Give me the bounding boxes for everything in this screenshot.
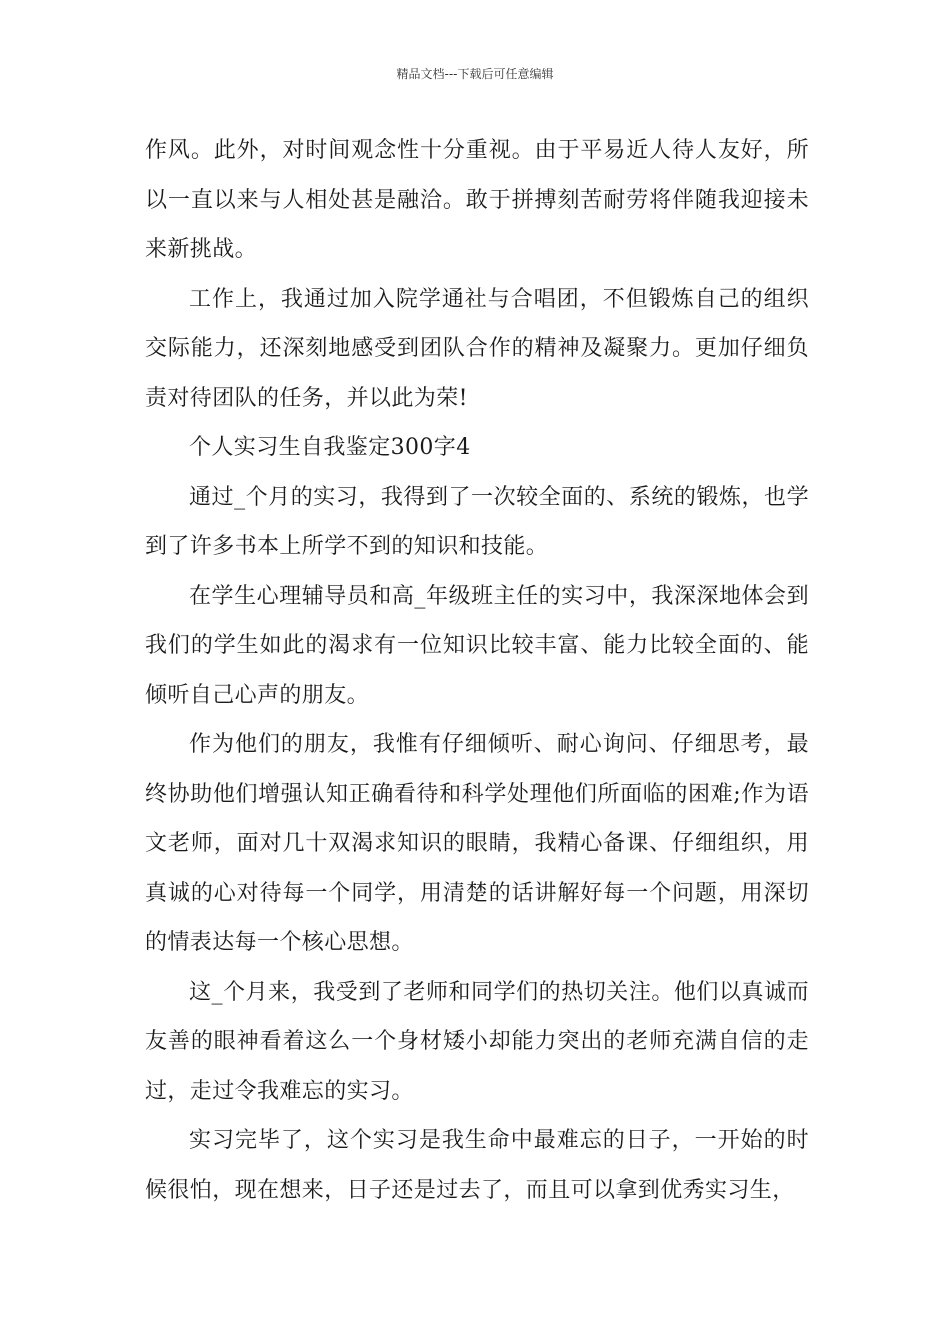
section-heading: 个人实习生自我鉴定300字4 — [189, 435, 471, 460]
document-body — [145, 126, 809, 1215]
paragraph-4: 在学生心理辅导员和高_年级班主任的实习中，我深深地体会到我们的学生如此的渴求有一位知识比较丰富、能力比较全面的、能倾听自己心声的朋友。 — [145, 583, 809, 708]
paragraph-3: 通过_个月的实习，我得到了一次较全面的、系统的锻炼，也学到了许多书本上所学不到的知识和技能。 — [145, 484, 809, 559]
paragraph-7: 实习完毕了，这个实习是我生命中最难忘的日子，一开始的时候很怕，现在想来，日子还是过去了，而且可以拿到优秀实习生， — [145, 1128, 809, 1203]
page-header: 精品文档---下载后可任意编辑 — [396, 67, 554, 81]
paragraph-5: 作为他们的朋友，我惟有仔细倾听、耐心询问、仔细思考，最终协助他们增强认知正确看待和科学处理他们所面临的困难;作为语文老师，面对几十双渴求知识的眼睛，我精心备课、仔细组织，用真诚的心对待每一个同学，用清楚的话讲解好每一个问题，用深切的情表达每一个核心思想。 — [145, 732, 809, 955]
paragraph-2: 工作上，我通过加入院学通社与合唱团，不但锻炼自己的组织交际能力，还深刻地感受到团队合作的精神及凝聚力。更加仔细负责对待团队的任务，并以此为荣! — [145, 286, 809, 411]
paragraph-6: 这_个月来，我受到了老师和同学们的热切关注。他们以真诚而友善的眼神看着这么一个身材矮小却能力突出的老师充满自信的走过，走过令我难忘的实习。 — [145, 979, 809, 1104]
paragraph-1: 作风。此外，对时间观念性十分重视。由于平易近人待人友好，所以一直以来与人相处甚是融洽。敢于拼搏刻苦耐劳将伴随我迎接未来新挑战。 — [145, 138, 809, 262]
